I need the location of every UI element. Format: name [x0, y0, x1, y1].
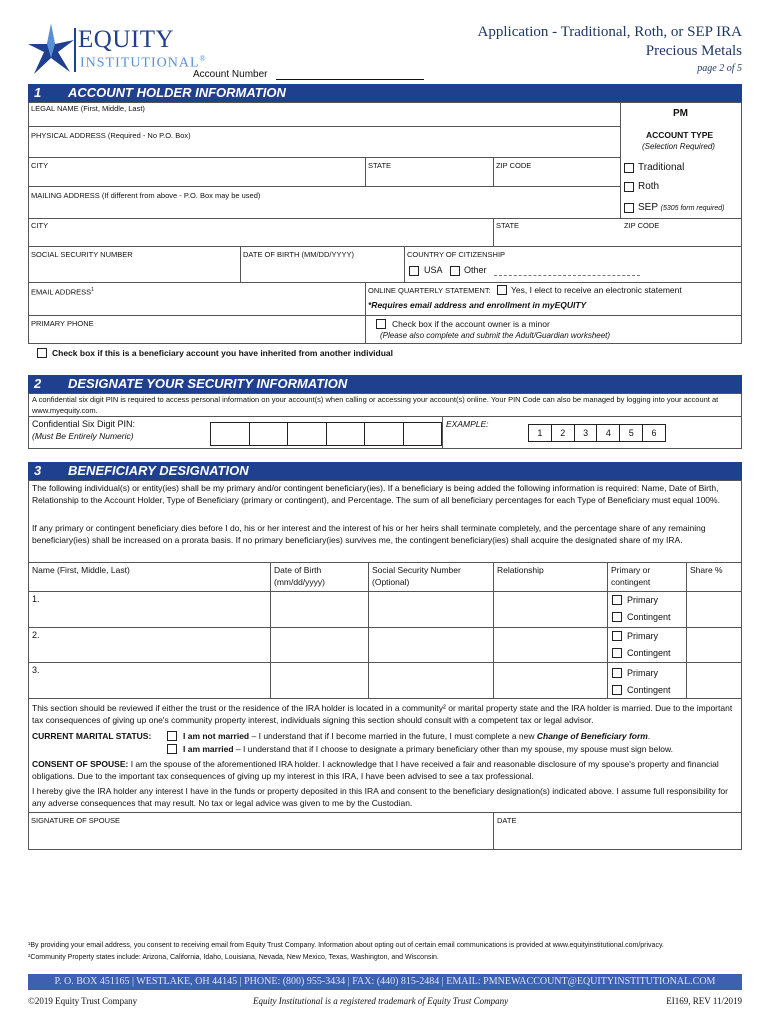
physical-address-input[interactable]	[32, 140, 616, 155]
example-digit: 2	[552, 425, 575, 441]
date-label: DATE	[497, 816, 517, 825]
sep-label: SEP (5305 form required)	[638, 202, 725, 213]
pin-digit-box[interactable]	[288, 423, 327, 445]
mailing-address-label: MAILING ADDRESS (If different from above - P.O. Box may be used)	[31, 191, 261, 200]
pm-label: PM	[673, 108, 688, 119]
sep-checkbox[interactable]	[624, 203, 634, 213]
section2-header: 2 DESIGNATE YOUR SECURITY INFORMATION	[28, 375, 742, 393]
pin-digit-box[interactable]	[250, 423, 289, 445]
example-digit: 6	[651, 428, 657, 438]
other-country-field[interactable]	[494, 275, 640, 276]
legal-name-label: LEGAL NAME (First, Middle, Last)	[31, 104, 145, 113]
form-subtitle: Precious Metals	[645, 43, 742, 59]
roth-checkbox[interactable]	[624, 182, 634, 192]
mailing-city-label: CITY	[31, 221, 49, 230]
pin-digit-box[interactable]	[327, 423, 366, 445]
ssn-label: SOCIAL SECURITY NUMBER	[31, 250, 133, 259]
form-title: Application - Traditional, Roth, or SEP IRA	[477, 24, 742, 40]
col-type2: contingent	[611, 577, 651, 587]
pin-input-boxes[interactable]	[210, 422, 442, 446]
equity-star-logo-icon	[26, 22, 76, 77]
city-label: CITY	[31, 161, 49, 170]
section1-header: 1 ACCOUNT HOLDER INFORMATION	[28, 84, 742, 102]
contingent-label: Contingent	[627, 648, 671, 658]
col-dob: Date of Birth	[274, 565, 322, 575]
contingent-checkbox[interactable]	[612, 648, 622, 658]
physical-address-label: PHYSICAL ADDRESS (Required - No P.O. Box)	[31, 131, 191, 140]
contact-footer-bar: P. O. BOX 451165 | WESTLAKE, OH 44145 | PHONE: (800) 955-3434 | FAX: (440) 815-2484 | EMAIL: PMNEWACCOUNT@EQUITYINSTITUTIONAL.COM	[28, 974, 742, 990]
col-ssn-optional: (Optional)	[372, 577, 410, 587]
other-country-checkbox[interactable]	[450, 266, 460, 276]
mailing-zip-label: ZIP CODE	[624, 221, 660, 230]
logo-equity-text: EQUITY	[78, 26, 175, 53]
not-married-text: I am not married – I understand that if I become married in the future, I must complete a new Change of Beneficiary form.	[183, 731, 651, 741]
other-country-label: Other	[464, 265, 487, 275]
online-statement-label: ONLINE QUARTERLY STATEMENT:	[368, 286, 491, 295]
beneficiary-intro: The following individual(s) or entity(ies) shall be my primary and/or contingent beneficiary(ies). If a beneficiary is being added the following information is required: Name, Date of Birth, Relationship to the Account Holder, Type of Beneficiary (primary or contingent), and Percentage. The sum of all beneficiary percentages for each Type of Beneficiary must equal 100%.	[32, 483, 720, 505]
example-digit: 1	[529, 425, 552, 441]
logo-institutional-text: INSTITUTIONAL®	[80, 54, 207, 71]
pin-example	[528, 424, 666, 442]
col-dob-format: (mm/dd/yyyy)	[274, 577, 325, 587]
roth-label: Roth	[638, 181, 660, 192]
community-property-note: This section should be reviewed if either the trust or the residence of the IRA holder is located in a community² or marital property state and the IRA holder is married. Due to the important tax consequences of giving up one's community property interest, individuals signing this section should consult with a competent tax or legal advisor.	[32, 703, 733, 725]
traditional-label: Traditional	[638, 162, 685, 173]
zip-label: ZIP CODE	[496, 161, 532, 170]
electronic-statement-label: Yes, I elect to receive an electronic statement	[511, 285, 682, 295]
example-digit: 4	[597, 425, 620, 441]
minor-note: (Please also complete and submit the Adult/Guardian worksheet)	[380, 331, 611, 340]
beneficiary-row-number: 3.	[32, 665, 40, 675]
primary-phone-label: PRIMARY PHONE	[31, 319, 94, 328]
usa-checkbox[interactable]	[409, 266, 419, 276]
email-label: EMAIL ADDRESS$^1$	[31, 287, 94, 297]
electronic-statement-checkbox[interactable]	[497, 285, 507, 295]
col-share: Share %	[690, 565, 723, 575]
inherited-beneficiary-label: Check box if this is a beneficiary account you have inherited from another individual	[52, 348, 394, 358]
pin-digit-box[interactable]	[365, 423, 404, 445]
example-label: EXAMPLE:	[446, 419, 489, 429]
mailing-state-label: STATE	[496, 221, 520, 230]
pin-digit-box[interactable]	[211, 423, 250, 445]
signature-date-field[interactable]	[497, 826, 737, 848]
col-type: Primary or	[611, 565, 651, 575]
account-number-label: Account Number	[193, 69, 268, 80]
spouse-signature-field[interactable]	[32, 826, 488, 848]
trademark-notice: Equity Institutional is a registered trademark of Equity Trust Company	[253, 996, 509, 1006]
pin-label: Confidential Six Digit PIN:	[32, 419, 136, 429]
beneficiary-row-number: 1.	[32, 594, 40, 604]
account-type-label: ACCOUNT TYPE	[646, 130, 714, 140]
minor-checkbox[interactable]	[376, 319, 386, 329]
spouse-consent-statement: I hereby give the IRA holder any interest I have in the funds or property deposited in this IRA and consent to the beneficiary designation(s) indicated above. I assume full responsibility for any adverse consequences that may result. No tax or legal advice was given to me by the Custodian.	[32, 786, 728, 808]
minor-label: Check box if the account owner is a minor	[392, 319, 550, 329]
pin-note: (Must Be Entirely Numeric)	[32, 431, 134, 441]
legal-name-input[interactable]	[32, 112, 616, 125]
beneficiary-row-number: 2.	[32, 630, 40, 640]
footnote-2: ²Community Property states include: Arizona, California, Idaho, Louisiana, Nevada, New Mexico, Texas, Washington, and Wisconsin.	[28, 954, 439, 961]
primary-label: Primary	[627, 668, 658, 678]
col-name: Name (First, Middle, Last)	[32, 565, 130, 575]
contingent-checkbox[interactable]	[612, 685, 622, 695]
primary-checkbox[interactable]	[612, 668, 622, 678]
primary-checkbox[interactable]	[612, 631, 622, 641]
col-relationship: Relationship	[497, 565, 544, 575]
traditional-checkbox[interactable]	[624, 163, 634, 173]
inherited-beneficiary-checkbox[interactable]	[37, 348, 47, 358]
copyright: ©2019 Equity Trust Company	[28, 996, 138, 1006]
married-text: I am married – I understand that if I choose to designate a primary beneficiary other than my spouse, my spouse must sign below.	[183, 744, 673, 754]
page-indicator: page 2 of 5	[697, 63, 742, 74]
example-digit: 5	[620, 425, 643, 441]
account-number-field[interactable]	[276, 79, 424, 80]
signature-of-spouse-label: SIGNATURE OF SPOUSE	[31, 816, 121, 825]
beneficiary-terms: If any primary or contingent beneficiary dies before I do, his or her interest and the interest of his or her heirs shall terminate completely, and the percentage share of any remaining beneficiary(ies) shall be increased on a prorata basis. If no primary beneficiary(ies) survives me, the contingent beneficiary(ies) shall acquire the designated share of my IRA.	[32, 523, 706, 545]
form-revision: EI169, REV 11/2019	[666, 996, 742, 1006]
logo-divider	[74, 28, 76, 72]
footnote-1: ¹By providing your email address, you consent to receiving email from Equity Trust Company. Information about opting out of certain email communications is provided at www.equityinstitutional.com/privacy.	[28, 942, 664, 949]
requires-email-note: *Requires email address and enrollment in myEQUITY	[368, 300, 587, 310]
primary-label: Primary	[627, 631, 658, 641]
pin-digit-box[interactable]	[404, 423, 442, 445]
pin-description: A confidential six digit PIN is required to access personal information on your account(s) when calling or accessing your account(s) online. Your PIN Code can also be managed by logging into your account at www.myequity.com.	[32, 395, 719, 415]
not-married-checkbox[interactable]	[167, 731, 177, 741]
contingent-label: Contingent	[627, 685, 671, 695]
section3-header: 3 BENEFICIARY DESIGNATION	[28, 462, 742, 480]
marital-status-label: CURRENT MARITAL STATUS:	[32, 731, 152, 741]
state-label: STATE	[368, 161, 392, 170]
married-checkbox[interactable]	[167, 744, 177, 754]
usa-label: USA	[424, 265, 443, 275]
example-digit: 3	[575, 425, 598, 441]
col-ssn: Social Security Number	[372, 565, 461, 575]
citizenship-label: COUNTRY OF CITIZENSHIP	[407, 250, 506, 259]
contingent-checkbox[interactable]	[612, 612, 622, 622]
selection-required-label: (Selection Required)	[642, 142, 715, 151]
primary-label: Primary	[627, 595, 658, 605]
dob-label: DATE OF BIRTH (MM/DD/YYYY)	[243, 250, 354, 259]
consent-of-spouse: CONSENT OF SPOUSE: I am the spouse of the aforementioned IRA holder. I acknowledge that I have received a fair and reasonable disclosure of my spouse's property and financial obligations. Due to the important tax consequences of giving up my interest in this IRA, I have been advised to see a tax professional.	[32, 759, 719, 781]
contingent-label: Contingent	[627, 612, 671, 622]
primary-checkbox[interactable]	[612, 595, 622, 605]
